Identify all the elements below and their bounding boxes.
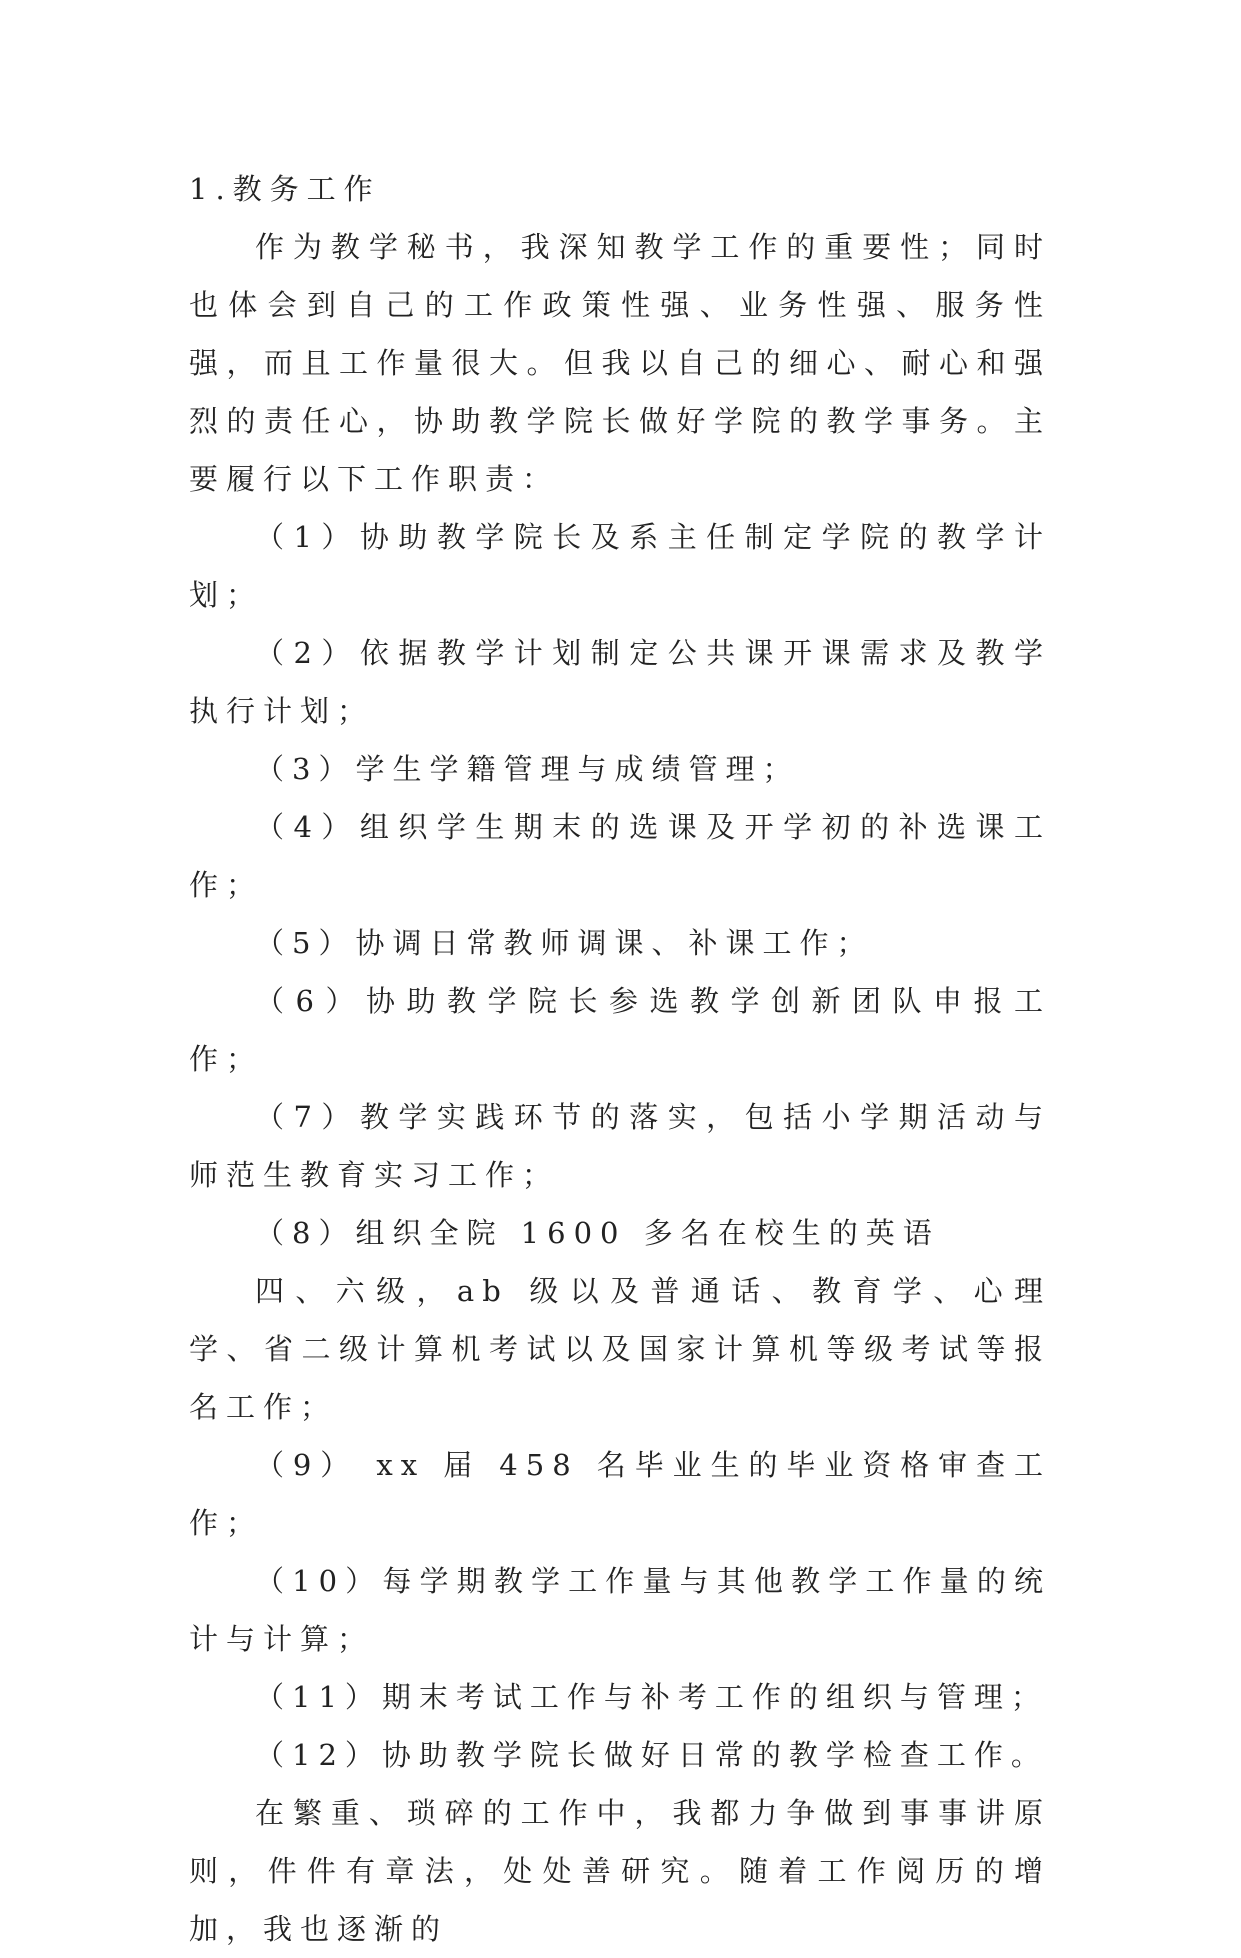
paragraph-closing: 在繁重、琐碎的工作中，我都力争做到事事讲原则，件件有章法，处处善研究。随着工作阅历的增加，我也逐渐的 [189,1796,1051,1946]
list-item-8-continued: 四、六级，ab 级以及普通话、教育学、心理学、省二级计算机考试以及国家计算机等级考试等报名工作； [189,1274,1051,1424]
document-body [189,160,1051,1958]
list-item-12: （12）协助教学院长做好日常的教学检查工作。 [255,1738,1048,1772]
list-item-1: （1）协助教学院长及系主任制定学院的教学计划； [189,520,1051,612]
list-item-5: （5）协调日常教师调课、补课工作； [255,926,874,960]
list-item-3: （3）学生学籍管理与成绩管理； [255,752,800,786]
list-item-9: （9） xx 届 458 名毕业生的毕业资格审查工作； [189,1448,1051,1540]
section-heading: 1.教务工作 [189,172,381,206]
list-item-10: （10）每学期教学工作量与其他教学工作量的统计与计算； [189,1564,1051,1656]
list-item-4: （4）组织学生期末的选课及开学初的补选课工作； [189,810,1051,902]
list-item-2: （2）依据教学计划制定公共课开课需求及教学执行计划； [189,636,1051,728]
list-item-8: （8）组织全院 1600 多名在校生的英语 [255,1216,940,1250]
list-item-6: （6）协助教学院长参选教学创新团队申报工作； [189,984,1051,1076]
list-item-7: （7）教学实践环节的落实，包括小学期活动与师范生教育实习工作； [189,1100,1051,1192]
paragraph-intro: 作为教学秘书，我深知教学工作的重要性；同时也体会到自己的工作政策性强、业务性强、服务性强，而且工作量很大。但我以自己的细心、耐心和强烈的责任心，协助教学院长做好学院的教学事务。主要履行以下工作职责： [189,230,1051,496]
list-item-11: （11）期末考试工作与补考工作的组织与管理； [255,1680,1048,1714]
